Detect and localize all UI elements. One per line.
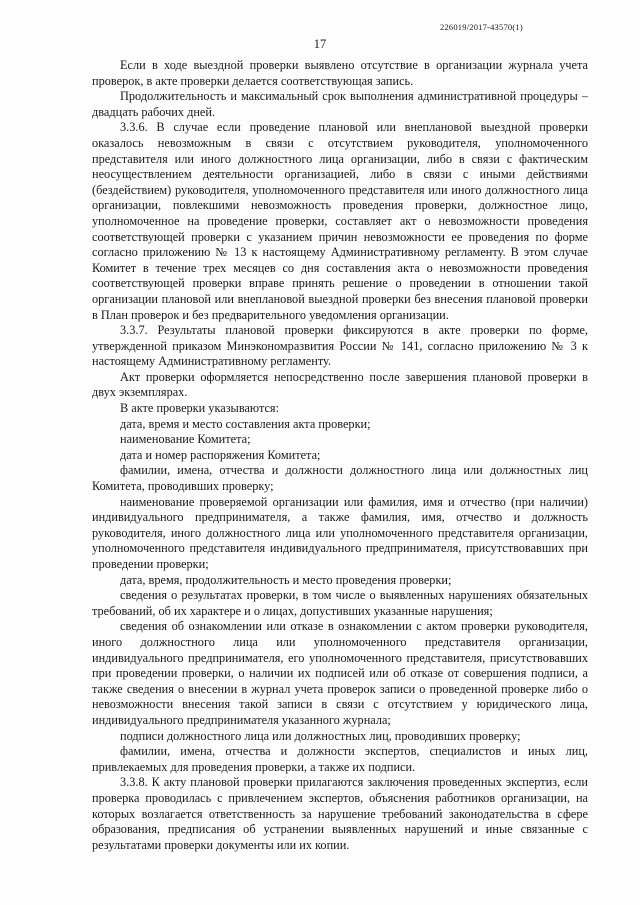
- paragraph: наименование Комитета;: [120, 432, 251, 447]
- paragraph: дата и номер распоряжения Комитета;: [120, 447, 321, 462]
- page-number: 17: [313, 37, 327, 51]
- document-id: 226019/2017-43570(1): [440, 22, 523, 32]
- document-body: [92, 58, 588, 853]
- paragraph: фамилии, имена, отчества и должности должностного лица или должностных лиц Комитета, проводивших проверку;: [92, 463, 588, 494]
- paragraph: сведения о результатах проверки, в том числе о выявленных нарушениях обязательных требований, об их характере и о лицах, допустивших указанные нарушения;: [92, 588, 588, 618]
- paragraph: Если в ходе выездной проверки выявлено отсутствие в организации журнала учета проверок, в акте проверки делается соответствующая запись.: [92, 58, 588, 88]
- paragraph: 3.3.8. К акту плановой проверки прилагаются заключения проведенных экспертиз, если проверка проводилась с привлечением экспертов, объяснения работников организации, на которых возлагается ответственность за нарушение требований законодательства в сфере образования, предписания об устранении выявленных нарушений и иные связанные с результатами проверки документы или их копии.: [92, 775, 588, 852]
- paragraph: В акте проверки указываются:: [120, 401, 279, 416]
- paragraph: сведения об ознакомлении или отказе в ознакомлении с актом проверки руководителя, иного должностного лица или уполномоченного представителя организации, индивидуального предпринимателя, его уполномоченного представителя, присутствовавших при проведении проверки, о наличии их подписей или об отказе от совершения подписи, а также сведения о внесении в журнал учета проверок записи о проведенной проверке либо о невозможности внесения такой записи в связи с отсутствием у юридического лица, индивидуального предпринимателя указанного журнала;: [92, 619, 588, 727]
- paragraph: наименование проверяемой организации или фамилия, имя и отчество (при наличии) индивидуального предпринимателя, а также фамилия, имя, отчество и должность руководителя, иного должностного лица или уполномоченного представителя организации, уполномоченного представителя индивидуального предпринимателя, присутствовавших при проведении проверки;: [92, 494, 588, 571]
- paragraph: дата, время, продолжительность и место проведения проверки;: [120, 572, 452, 587]
- paragraph: Продолжительность и максимальный срок выполнения административной процедуры – двадцать рабочих дней.: [92, 89, 588, 119]
- paragraph: 3.3.6. В случае если проведение плановой или внеплановой выездной проверки оказалось невозможным в связи с отсутствием руководителя, уполномоченного представителя или иного должностного лица организации, либо в связи с фактическим неосуществлением деятельности организацией, либо в связи с иными действиями (бездействием) руководителя, уполномоченного представителя или иного должностного лица организации, повлекшими невозможность проведения проверки, должностное лицо, уполномоченное на проведение проверки, составляет акт о невозможности проведения соответствующей проверки с указанием причин невозможности ее проведения по форме согласно приложению № 13 к настоящему Административному регламенту. В этом случае Комитет в течение трех месяцев со дня составления акта о невозможности проведения соответствующей проверки вправе принять решение о проведении в отношении такой организации плановой или внеплановой выездной проверки без внесения плановой проверки в План проверок и без предварительного уведомления организации.: [92, 120, 588, 322]
- paragraph: Акт проверки оформляется непосредственно после завершения плановой проверки в двух экземплярах.: [92, 369, 588, 400]
- paragraph: 3.3.7. Результаты плановой проверки фиксируются в акте проверки по форме, утвержденной приказом Минэкономразвития России № 141, согласно приложению № 3 к настоящему Административному регламенту.: [92, 323, 588, 369]
- paragraph: фамилии, имена, отчества и должности экспертов, специалистов и иных лиц, привлекаемых для проведения проверки, а также их подписи.: [92, 744, 588, 774]
- paragraph: дата, время и место составления акта проверки;: [120, 416, 371, 431]
- paragraph: подписи должностного лица или должностных лиц, проводивших проверку;: [120, 728, 521, 743]
